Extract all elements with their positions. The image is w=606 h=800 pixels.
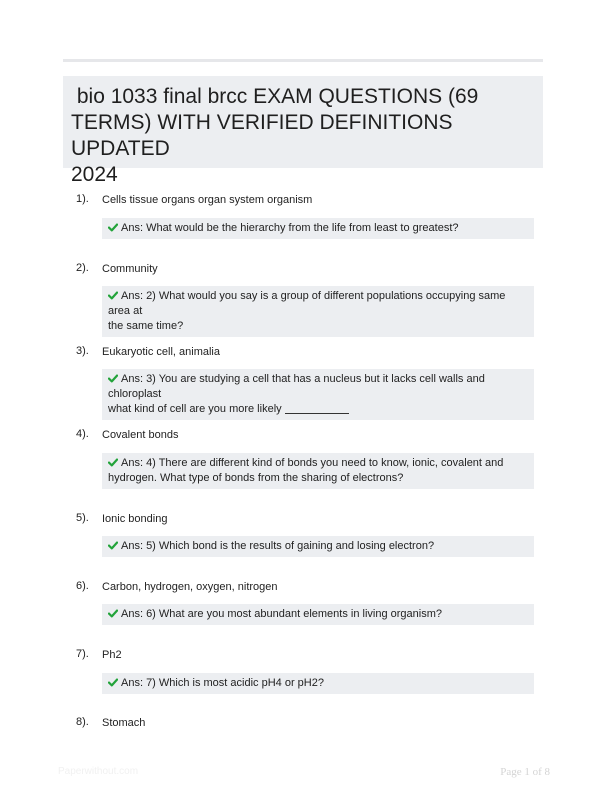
- question-term: Covalent bonds: [102, 429, 179, 441]
- page-number: Page 1 of 8: [500, 766, 550, 778]
- question-number: 2).: [76, 262, 89, 274]
- answer-text: Ans: 4) There are different kind of bonds you need to know, ionic, covalent and: [121, 457, 504, 469]
- answer-box: [102, 604, 534, 625]
- answer-text-line-2: hydrogen. What type of bonds from the sharing of electrons?: [108, 472, 404, 484]
- question-number: 5).: [76, 512, 89, 524]
- answer-box: [102, 673, 534, 694]
- question-number: 1).: [76, 193, 89, 205]
- answer-text: Ans: 6) What are you most abundant elements in living organism?: [121, 608, 442, 620]
- answer-text: Ans: 2) What would you say is a group of different populations occupying same area at: [108, 290, 506, 317]
- title-line-1: bio 1033 final brcc EXAM QUESTIONS (69: [71, 85, 479, 108]
- answer-box: [102, 369, 534, 420]
- check-icon: [108, 291, 118, 300]
- check-icon: [108, 678, 118, 687]
- question-number: 7).: [76, 648, 89, 660]
- question-number: 8).: [76, 716, 89, 728]
- question-term: Community: [102, 263, 158, 275]
- answer-box: [102, 536, 534, 557]
- answer-text-line-2: the same time?: [108, 320, 184, 332]
- answer-text: Ans: 5) Which bond is the results of gaining and losing electron?: [121, 540, 435, 552]
- question-number: 3).: [76, 345, 89, 357]
- answer-box: [102, 286, 534, 337]
- question-number: 4).: [76, 428, 89, 440]
- answer-box: [102, 218, 534, 239]
- question-term: Eukaryotic cell, animalia: [102, 346, 220, 358]
- check-icon: [108, 609, 118, 618]
- question-number: 6).: [76, 580, 89, 592]
- title-line-2: TERMS) WITH VERIFIED DEFINITIONS UPDATED: [71, 111, 459, 160]
- question-term: Cells tissue organs organ system organism: [102, 194, 313, 206]
- answer-text: Ans: What would be the hierarchy from the life from least to greatest?: [121, 222, 459, 234]
- answer-text-line-2: what kind of cell are you more likely: [108, 403, 282, 415]
- question-term: Stomach: [102, 717, 146, 729]
- answer-blank: [285, 403, 349, 414]
- answer-box: [102, 453, 534, 489]
- answer-text: Ans: 3) You are studying a cell that has a nucleus but it lacks cell walls and chloroplast: [108, 373, 485, 400]
- check-icon: [108, 223, 118, 232]
- answer-text: Ans: 7) Which is most acidic pH4 or pH2?: [121, 677, 324, 689]
- question-term: Carbon, hydrogen, oxygen, nitrogen: [102, 581, 278, 593]
- check-icon: [108, 374, 118, 383]
- footer-watermark: Paperwithout.com: [58, 766, 139, 777]
- question-term: Ph2: [102, 649, 122, 661]
- check-icon: [108, 541, 118, 550]
- title-line-3: 2024: [71, 163, 118, 186]
- check-icon: [108, 458, 118, 467]
- question-term: Ionic bonding: [102, 513, 168, 525]
